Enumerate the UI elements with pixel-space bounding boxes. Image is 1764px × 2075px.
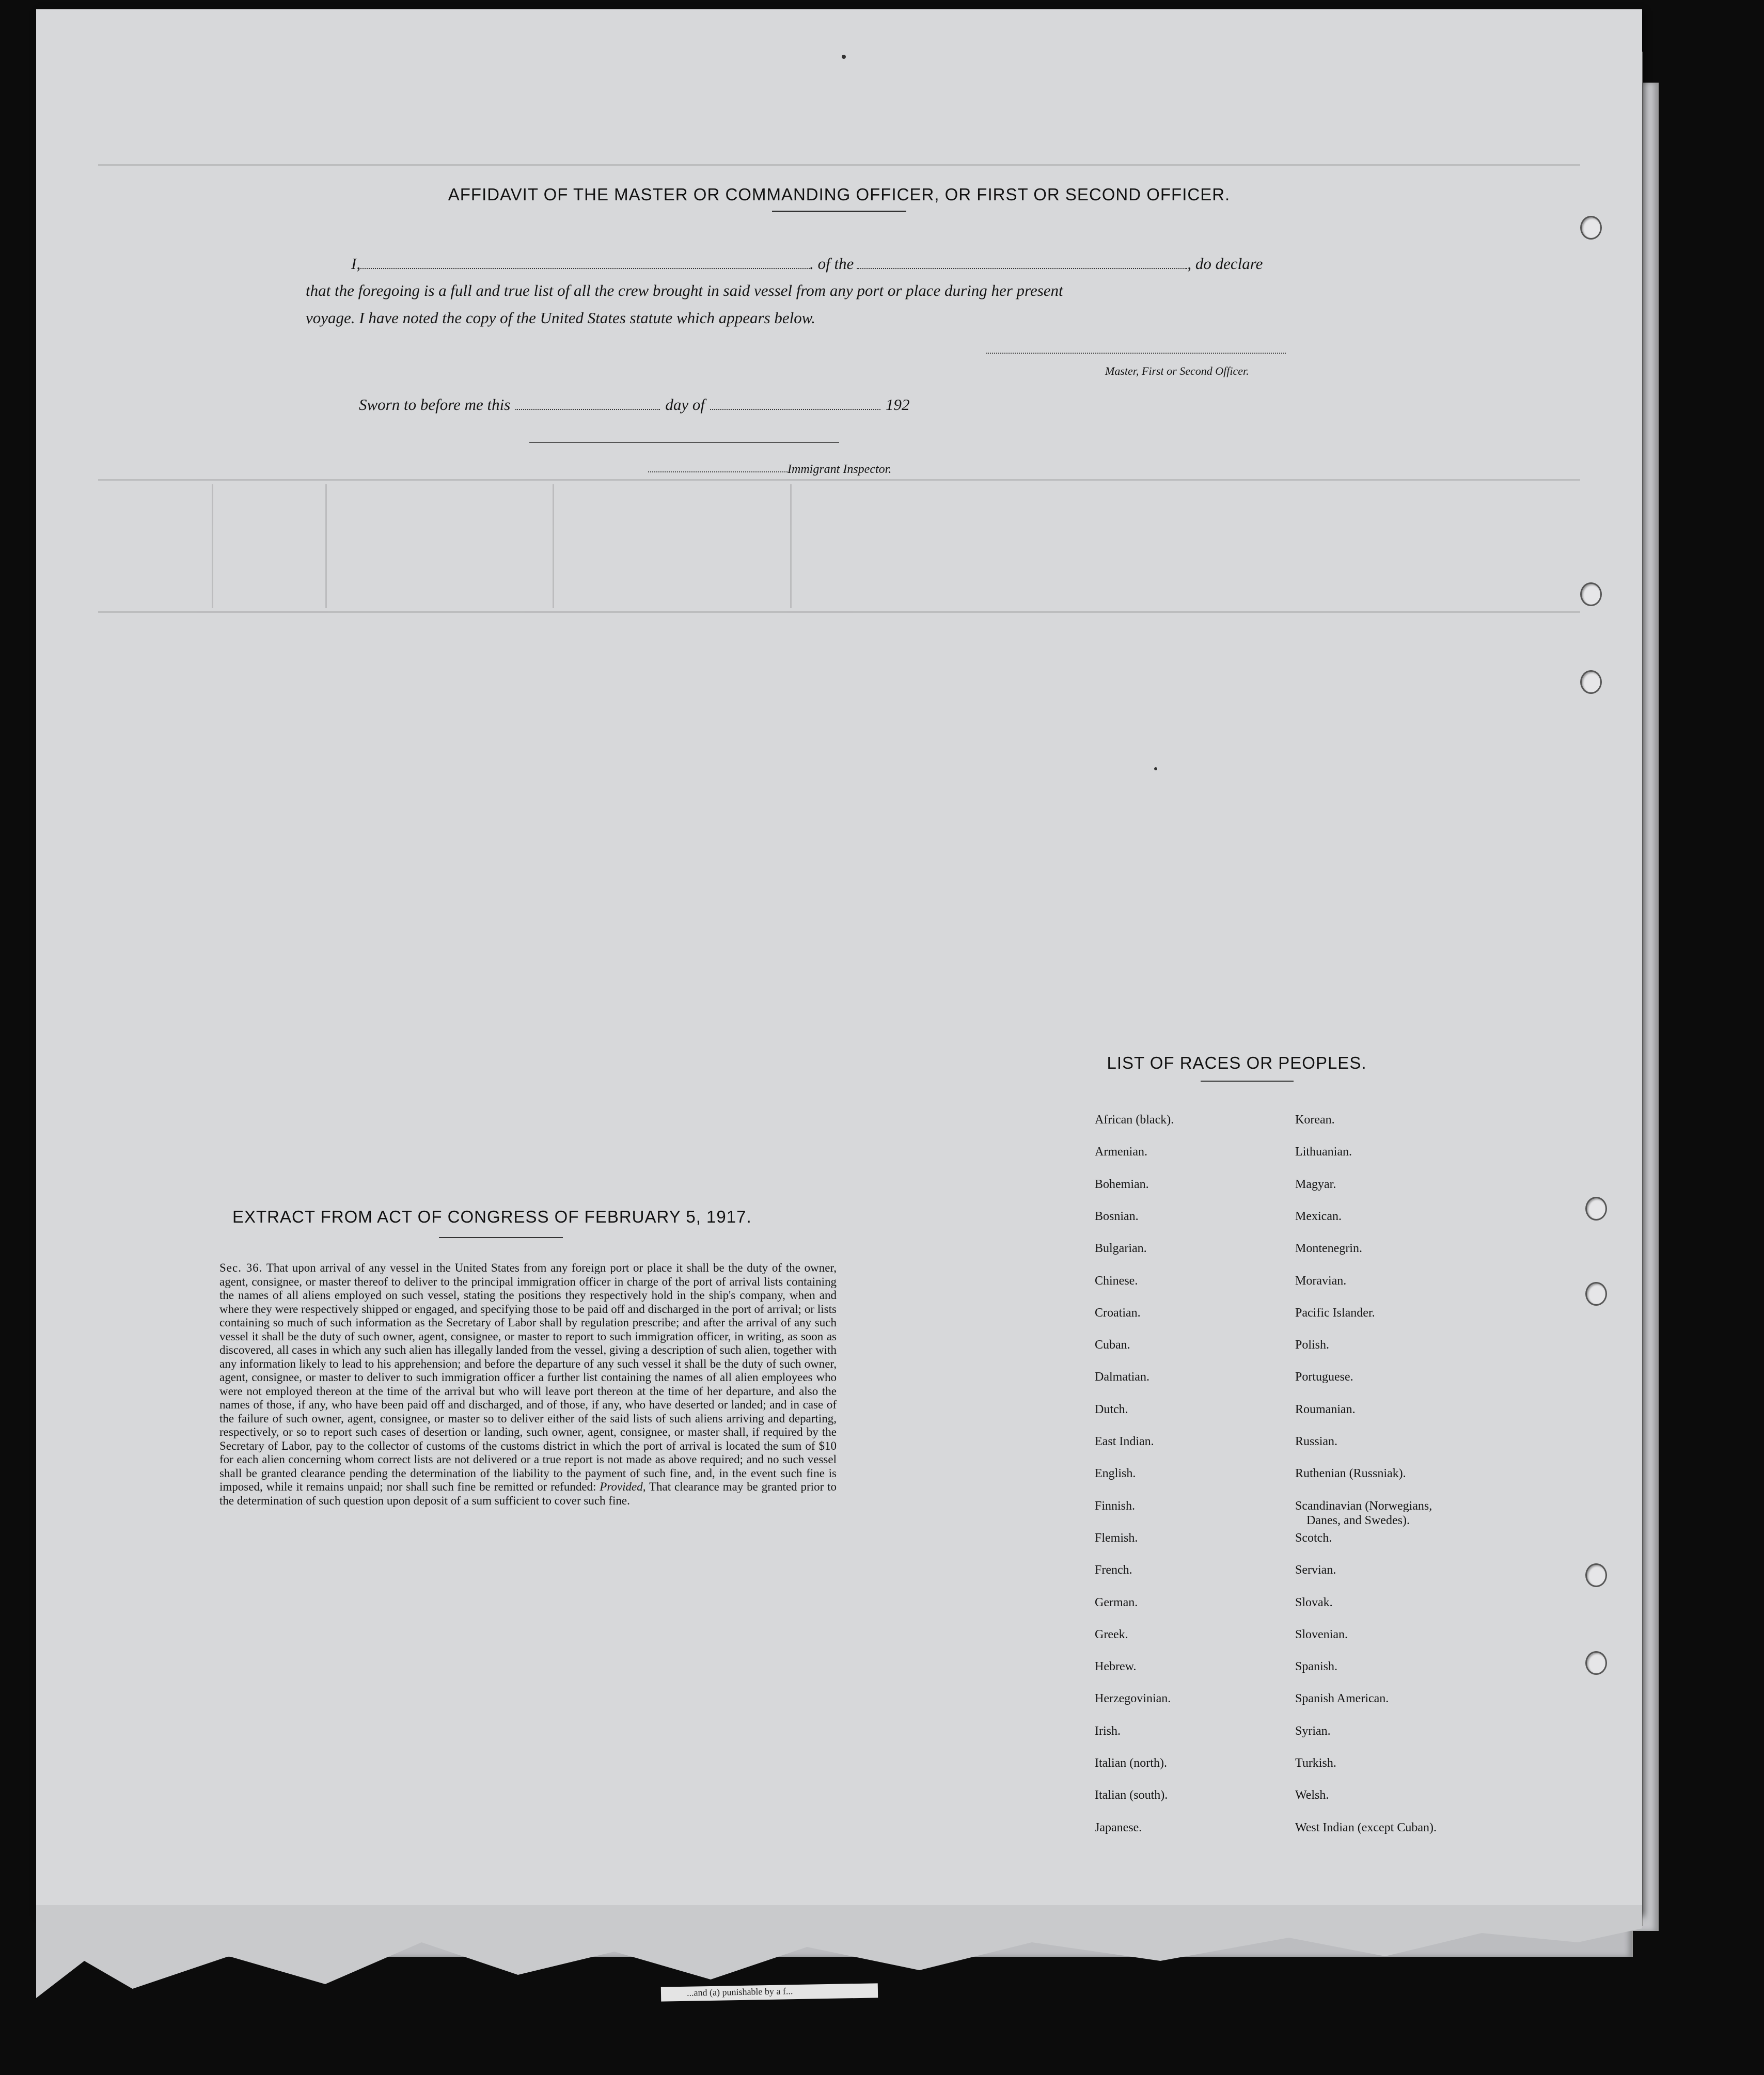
extract-heading: EXTRACT FROM ACT OF CONGRESS OF FEBRUARY 5, 1917. xyxy=(232,1207,752,1226)
inspector-dotted-line xyxy=(648,471,788,472)
vessel-name-blank xyxy=(857,268,1187,269)
sworn-line: Sworn to before me this day of 192 xyxy=(359,395,910,414)
signature-caption: Master, First or Second Officer. xyxy=(1105,365,1249,377)
race-item: Croatian. xyxy=(1095,1306,1141,1320)
race-item: Hebrew. xyxy=(1095,1660,1137,1674)
bleed-through-texture xyxy=(36,9,1642,629)
signature-line xyxy=(986,353,1286,354)
inspector-caption: Immigrant Inspector. xyxy=(788,463,892,476)
race-item: Finnish. xyxy=(1095,1499,1136,1513)
race-item: Bohemian. xyxy=(1095,1177,1149,1191)
race-item: Bosnian. xyxy=(1095,1209,1139,1223)
race-item: Syrian. xyxy=(1295,1724,1331,1738)
sworn-day-blank xyxy=(515,409,660,410)
race-item: Chinese. xyxy=(1095,1274,1138,1288)
race-item: Lithuanian. xyxy=(1295,1145,1352,1159)
binder-hole xyxy=(1585,1563,1607,1587)
race-item: Polish. xyxy=(1295,1338,1330,1352)
race-item: Magyar. xyxy=(1295,1177,1336,1191)
ink-speck xyxy=(1154,767,1157,770)
race-item: Spanish American. xyxy=(1295,1692,1389,1706)
race-item: Turkish. xyxy=(1295,1756,1336,1770)
race-item: Slovak. xyxy=(1295,1595,1333,1609)
race-item: Korean. xyxy=(1295,1113,1335,1127)
race-item: English. xyxy=(1095,1467,1136,1481)
race-item: Flemish. xyxy=(1095,1531,1138,1545)
race-item: Irish. xyxy=(1095,1724,1121,1738)
race-item: Spanish. xyxy=(1295,1660,1338,1674)
heading-rule xyxy=(772,211,906,212)
race-item: Welsh. xyxy=(1295,1788,1329,1802)
binder-hole xyxy=(1580,216,1602,240)
race-item: East Indian. xyxy=(1095,1435,1154,1448)
race-item: Montenegrin. xyxy=(1295,1242,1362,1256)
race-item: Italian (north). xyxy=(1095,1756,1167,1770)
race-item: Japanese. xyxy=(1095,1820,1142,1834)
section-label: Sec. 36. xyxy=(219,1261,263,1274)
provided-label: Provided, xyxy=(600,1480,646,1493)
binder-hole xyxy=(1585,1282,1607,1306)
race-item: Danes, and Swedes). xyxy=(1306,1513,1410,1527)
races-heading: LIST OF RACES OR PEOPLES. xyxy=(1107,1053,1367,1072)
race-item: Cuban. xyxy=(1095,1338,1130,1352)
extract-text-proviso: That clearance may be granted prior to the determination of such question upon deposit of a sum sufficient to cover such fine. xyxy=(219,1480,837,1507)
races-heading-rule xyxy=(1201,1081,1294,1082)
affidavit-line-2: that the foregoing is a full and true list of all the crew brought in said vessel from any port or place during her present xyxy=(306,281,1063,299)
race-item: Italian (south). xyxy=(1095,1788,1168,1802)
race-item: West Indian (except Cuban). xyxy=(1295,1820,1437,1834)
race-item: Slovenian. xyxy=(1295,1627,1348,1641)
race-item: Portuguese. xyxy=(1295,1370,1353,1384)
sworn-month-blank xyxy=(710,409,880,410)
race-item: French. xyxy=(1095,1563,1132,1577)
race-item: Dalmatian. xyxy=(1095,1370,1149,1384)
race-item: Ruthenian (Russniak). xyxy=(1295,1467,1406,1481)
extract-body xyxy=(219,1261,837,1508)
binder-hole xyxy=(1585,1651,1607,1675)
master-name-blank xyxy=(360,268,810,269)
affidavit-heading: AFFIDAVIT OF THE MASTER OR COMMANDING OFFICER, OR FIRST OR SECOND OFFICER. xyxy=(448,185,1231,204)
race-item: Russian. xyxy=(1295,1435,1338,1448)
binder-hole xyxy=(1580,670,1602,694)
torn-footer-text: ...and (a) punishable by a f... xyxy=(686,1986,793,1998)
affidavit-line-3: voyage. I have noted the copy of the United States statute which appears below. xyxy=(306,309,815,327)
race-item: Servian. xyxy=(1295,1563,1336,1577)
race-item: Scandinavian (Norwegians, xyxy=(1295,1499,1432,1513)
race-item: African (black). xyxy=(1095,1113,1174,1127)
race-item: Armenian. xyxy=(1095,1145,1147,1159)
extract-heading-rule xyxy=(439,1237,563,1238)
document-page xyxy=(36,9,1642,1914)
ink-speck xyxy=(842,55,846,59)
extract-text-main: That upon arrival of any vessel in the United States from any foreign port or place it shall be the duty of the owner, agent, consignee, or master thereof to deliver to the principal immigration officer in charge of the port of arrival lists containing the names of all aliens employed on such vessel, stating the positions they respectively hold in the ship's company, when and where they were respectively shipped or engaged, and specifying those to be paid off and discharged in the port of arrival; or lists containing so much of such information as the Secretary of Labor shall by regulation prescribe; and after the arrival of any such vessel it shall be the duty of such owner, agent, consignee, or master to report to such immigration officer, in writing, as soon as discovered, all cases in which any such alien has illegally landed from the vessel, giving a description of such alien, together with any information likely to lead to his apprehension; and before the departure of any such vessel it shall be the duty of such owner, agent, consignee, or master to deliver to such immigration officer a further list containing the names of all alien employees who were not employed thereon at the time of the arrival but who will leave port thereon at the time of her departure, and also the names of those, if any, who have been paid off and discharged, and of those, if any, who have deserted or landed; and in case of the failure of such owner, agent, consignee, or master so to deliver either of the said lists of such aliens arriving and departing, respectively, or so to report such cases of desertion or landing, such owner, agent, consignee, or master shall, if required by the Secretary of Labor, pay to the collector of customs of the customs district in which the port of arrival is located the sum of $10 for each alien concerning whom correct lists are not delivered or a true report is not made as above required; and no such vessel shall be granted clearance pending the determination of the liability to the payment of such fine, and, in the event such fine is imposed, while it remains unpaid; nor shall such fine be remitted or refunded: xyxy=(219,1261,837,1493)
affidavit-line-1: I, . of the , do declare xyxy=(351,255,1263,273)
race-item: Roumanian. xyxy=(1295,1402,1356,1416)
race-item: Mexican. xyxy=(1295,1209,1342,1223)
race-item: Moravian. xyxy=(1295,1274,1347,1288)
race-item: Bulgarian. xyxy=(1095,1242,1147,1256)
binder-hole xyxy=(1585,1197,1607,1221)
race-item: Greek. xyxy=(1095,1627,1128,1641)
race-item: Dutch. xyxy=(1095,1402,1128,1416)
binder-hole xyxy=(1580,582,1602,606)
race-item: Herzegovinian. xyxy=(1095,1692,1171,1706)
race-item: Scotch. xyxy=(1295,1531,1332,1545)
race-item: German. xyxy=(1095,1595,1138,1609)
race-item: Pacific Islander. xyxy=(1295,1306,1375,1320)
inspector-signature-line xyxy=(529,442,839,443)
